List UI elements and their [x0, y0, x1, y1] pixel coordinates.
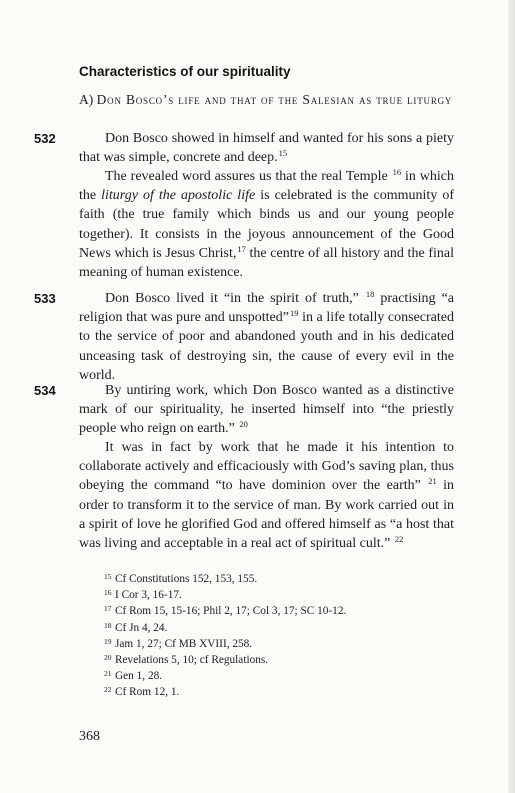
footnote-text: Revelations 5, 10; cf Regulations. — [115, 654, 269, 667]
section-heading: Characteristics of our spirituality — [79, 64, 291, 79]
footnote-mark: 19 — [104, 636, 112, 646]
footnote-mark: 21 — [104, 669, 112, 679]
footnote-text: Cf Jn 4, 24. — [115, 621, 168, 634]
footnote-item — [104, 683, 346, 699]
footnote-reference: 21 — [428, 476, 437, 487]
footnote-item — [104, 570, 346, 586]
footnote-item — [104, 602, 346, 618]
paragraph-text: By untiring work, which Don Bosco wanted as a distinctive mark of our spirituality, he inserted himself into “the priestly people who reign on earth.” — [79, 383, 454, 437]
footnote-text: I Cor 3, 16-17. — [115, 589, 182, 602]
paragraph-text: the centre of all history and the final meaning of human existence. — [79, 245, 454, 281]
footnote-mark: 16 — [104, 588, 112, 598]
paragraph-534-b — [79, 438, 454, 553]
paragraph-text: in order to transform it to the service of man. By work carried out in a spirit of love he glorified God and offered himself as “a host that was living and acceptable in a real act of spiritual cult.” — [79, 478, 454, 552]
paragraph-text: in which the — [79, 169, 454, 204]
page-edge-shadow — [508, 0, 515, 793]
paragraph-number-533: 533 — [34, 291, 56, 306]
footnote-reference: 20 — [239, 419, 248, 430]
page-number: 368 — [79, 729, 100, 744]
footnotes — [104, 570, 346, 700]
paragraph-text: practising “a religion that was pure and unspotted” — [79, 291, 454, 326]
footnote-mark: 17 — [104, 604, 112, 614]
subsection-heading — [79, 91, 459, 109]
footnote-reference: 16 — [392, 167, 402, 177]
paragraph-text: is celebrated is the community of faith (the true family which binds us and our young people together). It consists in the joyous announcement of the Good News which is Jesus Christ, — [79, 188, 454, 261]
paragraph-532-b — [79, 167, 454, 282]
paragraph-text: Don Bosco lived it “in the spirit of truth,” — [105, 291, 365, 306]
footnote-text: Cf Rom 12, 1. — [115, 686, 180, 699]
footnote-reference: 22 — [394, 534, 404, 545]
footnote-mark: 22 — [104, 685, 112, 695]
subsection-title: Don Bosco’s life and that of the Salesian as true liturgy — [96, 92, 453, 107]
footnote-reference: 19 — [289, 308, 299, 319]
italic-text: liturgy of the apostolic life — [101, 188, 256, 204]
paragraph-532-a — [79, 129, 454, 167]
paragraph-text: It was in fact by work that he made it his intention to collaborate actively and efficaciously with God’s saving plan, thus obeying the command “to have dominion over the earth” — [79, 440, 454, 494]
footnote-mark: 20 — [104, 653, 112, 663]
subsection-letter: A) — [79, 92, 94, 107]
footnote-mark: 15 — [104, 572, 112, 581]
paragraph-number-534: 534 — [34, 383, 56, 398]
paragraph-text: in a life totally consecrated to the service of poor and abandoned youth and in his dedicated unceasing task of destroying sin, the cause of every evil in the world. — [79, 310, 454, 383]
footnote-text: Gen 1, 28. — [115, 670, 163, 683]
footnote-reference: 15 — [278, 148, 288, 159]
paragraph-text: The revealed word assures us that the real Temple — [105, 169, 392, 184]
paragraph-text: Don Bosco showed in himself and wanted for his sons a piety that was simple, concrete and deep. — [79, 131, 454, 166]
footnote-reference: 18 — [365, 289, 375, 299]
footnote-text: Jam 1, 27; Cf MB XVIII, 258. — [115, 637, 253, 650]
footnote-item — [104, 635, 346, 651]
paragraph-number-532: 532 — [34, 131, 56, 146]
footnote-mark: 18 — [104, 620, 112, 630]
footnote-item — [104, 619, 346, 635]
footnote-item — [104, 651, 346, 667]
footnote-item — [104, 586, 346, 602]
footnote-reference: 17 — [237, 243, 246, 254]
footnote-item — [104, 667, 346, 683]
footnote-text: Cf Constitutions 152, 153, 155. — [115, 573, 258, 585]
footnote-text: Cf Rom 15, 15-16; Phil 2, 17; Col 3, 17; SC 10-12. — [115, 605, 347, 618]
paragraph-534-a — [79, 381, 454, 439]
paragraph-533 — [79, 289, 454, 385]
